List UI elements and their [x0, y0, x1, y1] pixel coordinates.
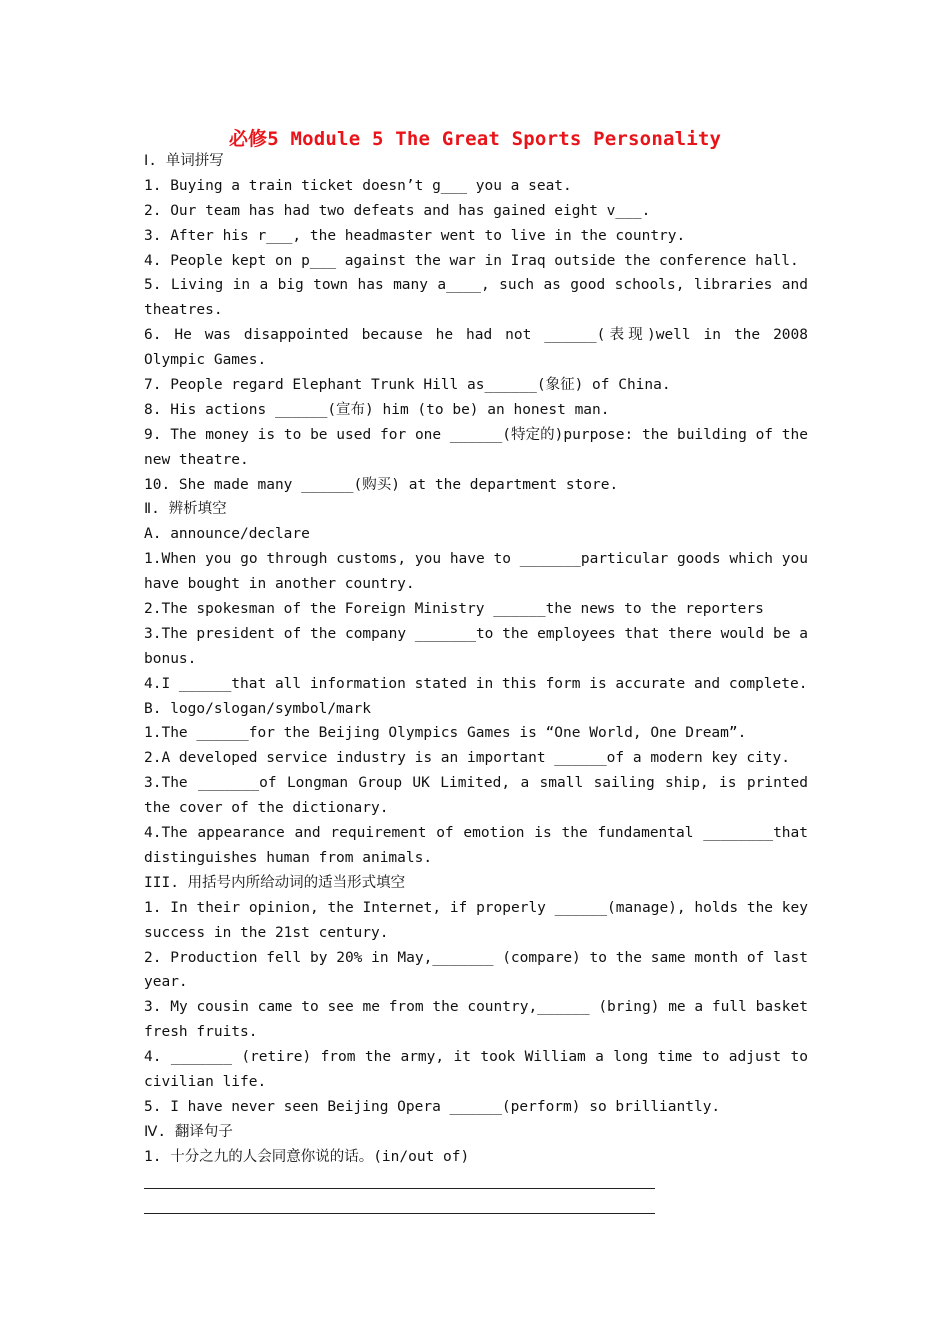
text-line: bonus.	[144, 650, 197, 667]
text-line: 8. His actions ______(宣布) him (to be) an honest man.	[144, 401, 610, 418]
text-line: year.	[144, 974, 188, 991]
text-line: 4. _______ (retire) from the army, it took William a long time to adjust to	[144, 1049, 808, 1066]
text-line: new theatre.	[144, 451, 249, 468]
text-line: 4.I ______that all information stated in this form is accurate and complete.	[144, 675, 808, 692]
text-line: Ⅳ. 翻译句子	[144, 1123, 233, 1140]
text-line: Ⅰ. 单词拼写	[144, 153, 224, 169]
exercise-body	[144, 149, 808, 1170]
text-line: 3.The president of the company _______to the employees that there would be a	[144, 625, 808, 642]
text-line: 1. In their opinion, the Internet, if properly ______(manage), holds the key	[144, 899, 808, 916]
text-line: 1. 十分之九的人会同意你说的话。(in/out of)	[144, 1148, 470, 1165]
text-line: B. logo/slogan/symbol/mark	[144, 700, 371, 717]
text-line: 9. The money is to be used for one ______(特定的)purpose: the building of the	[144, 426, 808, 443]
text-line: 2.A developed service industry is an important ______of a modern key city.	[144, 750, 791, 767]
text-line: 2. Our team has had two defeats and has gained eight v___.	[144, 202, 651, 219]
answer-line[interactable]	[144, 1188, 655, 1189]
text-line: 1.The ______for the Beijing Olympics Games is “One World, One Dream”.	[144, 725, 747, 742]
text-line: success in the 21st century.	[144, 924, 389, 941]
text-line: 2.The spokesman of the Foreign Ministry ______the news to the reporters	[144, 601, 764, 618]
text-line: 3.The _______of Longman Group UK Limited, a small sailing ship, is printed	[144, 775, 808, 792]
text-line: have bought in another country.	[144, 576, 415, 593]
text-line: 3. After his r___, the headmaster went to live in the country.	[144, 227, 686, 244]
text-line: 2. Production fell by 20% in May,_______ (compare) to the same month of last	[144, 949, 808, 966]
text-line: 7. People regard Elephant Trunk Hill as______(象征) of China.	[144, 377, 671, 394]
text-line: 1. Buying a train ticket doesn’t g___ you a seat.	[144, 177, 572, 194]
text-line: 5. Living in a big town has many a____, such as good schools, libraries and	[144, 277, 808, 294]
text-line: Ⅱ. 辨析填空	[144, 501, 227, 518]
text-line: III. 用括号内所给动词的适当形式填空	[144, 874, 406, 891]
text-line: Olympic Games.	[144, 352, 267, 369]
text-line: fresh fruits.	[144, 1024, 258, 1041]
text-line: 3. My cousin came to see me from the country,______ (bring) me a full basket	[144, 999, 808, 1016]
answer-line[interactable]	[144, 1213, 655, 1214]
text-line: A. announce/declare	[144, 526, 310, 543]
text-line: 1.When you go through customs, you have to _______particular goods which you	[144, 551, 808, 568]
text-line: 6. He was disappointed because he had not ______(表现)well in the 2008	[144, 327, 808, 344]
text-line: theatres.	[144, 302, 223, 319]
page-title: 必修5 Module 5 The Great Sports Personality	[228, 128, 722, 150]
text-line: the cover of the dictionary.	[144, 800, 389, 817]
text-line: 5. I have never seen Beijing Opera ______(perform) so brilliantly.	[144, 1098, 721, 1115]
text-line: 4. People kept on p___ against the war in Iraq outside the conference hall.	[144, 252, 799, 269]
text-line: 4.The appearance and requirement of emotion is the fundamental ________that	[144, 825, 808, 842]
text-line: distinguishes human from animals.	[144, 849, 433, 866]
text-line: civilian life.	[144, 1073, 267, 1090]
text-line: 10. She made many ______(购买) at the department store.	[144, 476, 619, 493]
